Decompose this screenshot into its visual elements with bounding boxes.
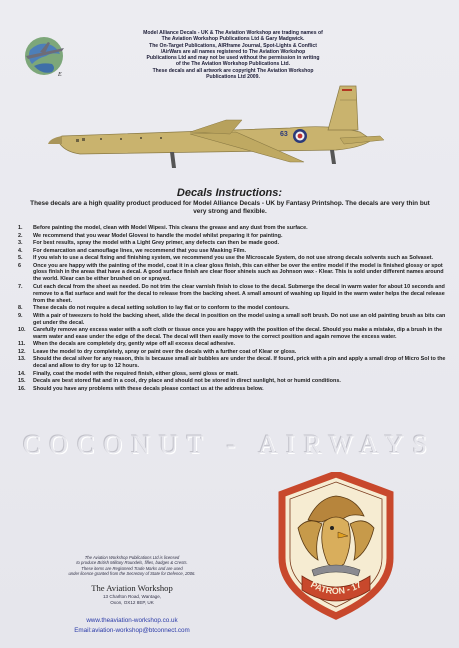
instruction-text: Should you have any problems with these decals please contact us at the address below.: [33, 385, 264, 392]
decals-instructions-title: Decals Instructions:: [176, 187, 283, 199]
svg-text:E: E: [58, 72, 62, 78]
instruction-text: For best results, spray the model with a Light Grey primer, any defects can then be made good.: [33, 240, 279, 246]
instruction-item: [18, 313, 446, 327]
licence-line: These items are Registered Trade Marks and are used: [81, 565, 183, 571]
instruction-text: We recommend that you wear Model Glovesi to handle the model whilst preparing it for painting.: [33, 232, 283, 239]
aircraft-serial: 63: [280, 131, 288, 138]
instruction-item: [18, 240, 446, 247]
instruction-item: [18, 371, 446, 378]
publisher-name: The Aviation Workshop: [91, 583, 173, 593]
instruction-item: [18, 341, 446, 348]
instruction-number: 12.: [18, 348, 26, 355]
patron-17-squadron-patch: [278, 472, 394, 624]
licence-line: under licence granted from the Secretary of State for Defence, 2006.: [68, 571, 196, 577]
copyright-line: These decals and all artwork are copyright The Aviation Workshop: [152, 67, 314, 74]
instruction-number: 1.: [18, 225, 23, 231]
licence-line: The Aviation Workshop Publications Ltd is licensed: [84, 555, 180, 560]
address-line: Oxon, OX12 8EP, UK: [110, 599, 154, 605]
coconut-airways-decal: COCONUT - AIRWAYS: [22, 430, 437, 459]
instruction-number: 15.: [18, 378, 26, 385]
model-alliance-globe-logo: [22, 34, 66, 78]
copyright-line: Publications Ltd 2009.: [206, 74, 260, 81]
instruction-item: [18, 225, 446, 232]
instruction-text: Decals are best stored flat and in a cool, dry place and should not be stored in direct sunlight, hot or humid conditions.: [33, 378, 341, 385]
copyright-line: /AirWars are all names registered to The Aviation Workshop: [160, 48, 306, 55]
instruction-number: 3.: [18, 240, 23, 246]
copyright-line: Publications Ltd and may not be used without the permission in writing: [146, 55, 320, 62]
instruction-item: [18, 349, 446, 356]
instruction-number: 5.: [18, 255, 23, 261]
instruction-text: Once you are happy with the painting of the model, coat it in a clear gloss finish, this can either be over the entire model if the model is finished glossy or spot gloss finish in the areas that have a decal. A good surface finish are clear floor shineis such as Johnson wax - Klear. This is sold under different names around the world. Klear can be either brushed on or sprayed.: [33, 262, 444, 283]
instruction-item: [18, 327, 446, 341]
instruction-number: 6: [18, 262, 22, 269]
instruction-item: [18, 233, 446, 240]
instruction-item: [18, 284, 446, 305]
instruction-text: These decals do not require a decal setting solution to lay flat or to conform to the model contours.: [33, 305, 290, 312]
instruction-text: Leave the model to dry completely, spray or paint over the decals with a further coat of Klear or gloss.: [33, 348, 297, 355]
publisher-address: [50, 594, 214, 605]
instruction-text: Carefully remove any excess water with a soft cloth or tissue once you are happy with the position of the decal. Should you make a mistake, dip a brush in the warm water and ease under the edge of the decal. The decal will then easily move to the correct position and again remove the excess water.: [33, 327, 443, 340]
instruction-number: 7.: [18, 283, 23, 290]
instruction-text: Cut each decal from the sheet as needed. Do not trim the clear varnish finish to close to the decal. Submerge the decal in warm water for about 10 seconds and remove to a flat surface and wait for the decal to release from the backing sheet. A small amount of washing up liquid in the warm water helps the decal release from the sheet.: [33, 283, 445, 304]
instruction-number: 11.: [18, 341, 26, 348]
copyright-line: The On-Target Publications, AIRframe Journal, Spot-Lights & Conflict: [149, 42, 317, 49]
instruction-item: [18, 305, 446, 312]
instruction-number: 9.: [18, 312, 23, 319]
instruction-item: [18, 263, 446, 284]
instruction-text: With a pair of tweezers to hold the backing sheet, slide the decal in position on the model using a small soft brush. Do not use an old painting brush as bits can get under the decal.: [33, 312, 446, 326]
website-link[interactable]: www.theaviation-workshop.co.uk: [86, 617, 178, 624]
instruction-number: 4.: [18, 247, 23, 254]
instruction-text: For demarcation and camouflage lines, we recommend that you use Masking Film.: [33, 247, 247, 254]
copyright-line: Model Alliance Decals - UK & The Aviation Workshop are trading names of: [143, 30, 323, 36]
licence-line: to produce British Military Roundels, fifles, badges & Crests.: [76, 560, 188, 566]
copyright-line: of the The Aviation Workshop Publications Ltd.: [175, 61, 291, 68]
patch-text: PATRON - 17: [309, 579, 363, 597]
instruction-text: Should the decal silver for any reason, this is because small air bubbles are under the decal. If found, prick with a pin and apply a small drop of Micro Sol to the decal and allow to dry for up to 12 hours.: [33, 356, 446, 370]
email-link[interactable]: Email:aviation-workshop@btconnect.com: [74, 627, 190, 634]
instruction-item: [18, 356, 446, 370]
copyright-line: The Aviation Workshop Publications Ltd & Gary Madgwick.: [161, 36, 305, 43]
instruction-item: [18, 378, 446, 385]
instruction-text: Before painting the model, clean with Model Wipesi. This cleans the grease and any dust from the surface.: [33, 225, 308, 231]
instruction-number: 8.: [18, 305, 23, 312]
nimrod-aircraft-illustration: [40, 78, 390, 178]
address-line: 13 Charlton Road, Wantage,: [102, 594, 162, 599]
instruction-number: 16.: [18, 385, 26, 392]
copyright-notice: [108, 30, 358, 80]
instruction-text: When the decals are completely dry, gently wipe off all excess decal adhesive.: [33, 341, 236, 348]
instruction-item: [18, 248, 446, 255]
instruction-text: Finally, coat the model with the required finish, either gloss, semi gloss or matt.: [33, 370, 239, 377]
instruction-list: [18, 225, 446, 393]
instruction-item: [18, 386, 446, 393]
instruction-number: 14.: [18, 370, 26, 377]
decals-intro-text: These decals are a high quality product produced for Model Alliance Decals - UK by Fantasy Printshop. The decals are very thin but very strong and flexible.: [30, 200, 430, 215]
instruction-number: 13.: [18, 356, 26, 363]
instruction-number: 10.: [18, 327, 26, 334]
instruction-text: If you wish to use a decal fixing and finishing system, we recommend you use the Microscale System, do not use strong decals solvents such as Solvaset.: [33, 255, 434, 261]
instruction-number: 2.: [18, 232, 23, 239]
licence-notice: [52, 555, 212, 577]
instruction-item: [18, 255, 446, 262]
